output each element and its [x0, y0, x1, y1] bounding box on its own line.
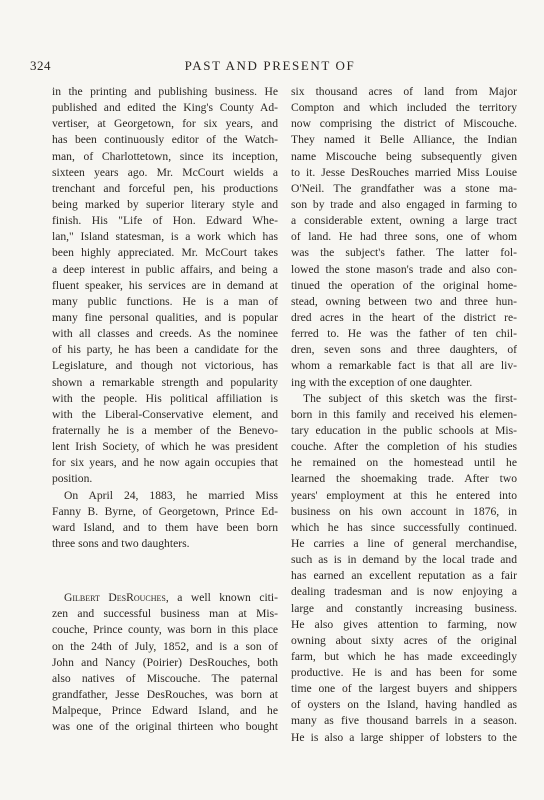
text-line: position. [52, 472, 93, 486]
text-line: man, of Charlottetown, since its inception, [52, 149, 278, 163]
text-line: ing with the exception of one daughter. [291, 375, 473, 389]
page-header [30, 58, 510, 78]
text-line: has earned an excellent reputation as a fair [291, 569, 517, 583]
text-line: Gilbert DesRouches, a well known citi- [64, 591, 278, 605]
text-line: time one of the largest buyers and shippers [291, 682, 517, 696]
paragraph-desrouches-business [291, 391, 517, 746]
running-head: PAST AND PRESENT OF [184, 58, 356, 73]
text-line: many fine personal qualities, and is popular [52, 310, 278, 324]
text-line: name Miscouche being subsequently given [291, 149, 517, 163]
text-line: stead, owning between two and three hun- [291, 294, 517, 308]
text-line: six thousand acres of land from Major [291, 85, 517, 98]
text-line: farm, but which he has made exceedingly [291, 649, 517, 663]
text-line: finish. His "Life of Hon. Edward Whe- [52, 214, 278, 228]
left-column [52, 84, 278, 735]
text-line: now comprising the district of Miscouche. [291, 117, 517, 131]
text-line: couche, Prince county, was born in this place [52, 623, 278, 637]
text-line: dealing tradesman and is now enjoying a [291, 585, 517, 599]
text-line: They named it Belle Alliance, the Indian [291, 133, 517, 147]
text-line: trenchant and forceful pen, his productions [52, 181, 278, 195]
text-line: O'Neil. The grandfather was a stone ma- [291, 181, 517, 195]
text-line: sixteen years ago. Mr. McCourt wields a [52, 165, 278, 179]
text-line: of oysters on the Island, having handled as [291, 698, 517, 712]
text-line: in the printing and publishing business. He [52, 85, 278, 98]
paragraph-mccourt-marriage [52, 488, 278, 553]
text-line: lowed the stone mason's trade and also con- [291, 262, 517, 276]
text-line: was the subject's father. The latter fol- [291, 246, 517, 260]
page-number: 324 [30, 58, 51, 73]
text-line: was one of the original thirteen who bought [52, 720, 278, 734]
text-line: Malpeque, Prince Edward Island, and he [52, 704, 278, 718]
text-line: three sons and two daughters. [52, 536, 190, 550]
text-line: tary education in the public schools at Mis- [291, 423, 517, 437]
text-line: ward Island, and to them have been born [52, 520, 278, 534]
text-line: of land. He had three sons, one of whom [291, 230, 517, 244]
text-line: published and edited the King's County Ad- [52, 101, 278, 115]
text-line: a considerable extent, owning a large tract [291, 214, 517, 228]
text-line: John and Nancy (Poirier) DesRouches, both [52, 655, 278, 669]
text-line: zen and successful business man at Mis- [52, 607, 278, 621]
text-line: Legislature, and though not victorious, has [52, 359, 278, 373]
text-line: to it. Jesse DesRouches married Miss Louise [291, 165, 517, 179]
text-line: ferred to. He was the father of ten chil- [291, 327, 517, 341]
text-line: of his party, he has been a candidate for the [52, 343, 278, 357]
text-line: he remained on the homestead until he [291, 456, 517, 470]
text-line: On April 24, 1883, he married Miss [64, 488, 278, 502]
text-line: business on his own account in 1876, in [291, 504, 517, 518]
text-line: years' employment at this he entered into [291, 488, 517, 502]
text-line: fluent speaker, his services are in demand at [52, 278, 278, 292]
right-column [291, 84, 517, 746]
text-line: with the people. His political affiliation is [52, 391, 278, 405]
text-line: Fanny B. Byrne, of Georgetown, Prince Ed- [52, 504, 278, 518]
text-line: large and constantly increasing business. [291, 601, 517, 615]
text-line: vertiser, at Georgetown, for six years, and [52, 117, 278, 131]
paragraph-mccourt-career [52, 84, 278, 488]
text-line: born in this family and received his elemen- [291, 407, 517, 421]
subject-name: Gilbert DesRouches, [64, 591, 169, 605]
paragraph-desrouches-family [291, 84, 517, 391]
text-line: He is also a large shipper of lobsters to the [291, 730, 517, 744]
text-line: many public functions. He is a man of [52, 294, 278, 308]
text-line: for six years, and he now again occupies that [52, 456, 278, 470]
text-line: owning about sixty acres of the original [291, 633, 517, 647]
text-line: couche. After the completion of his studies [291, 440, 517, 454]
text-line: tinued the operation of the original home- [291, 278, 517, 292]
text-line: He also gives attention to farming, now [291, 617, 517, 631]
text-line: such as is in demand by the local trade and [291, 553, 517, 567]
section-divider-space [52, 552, 278, 590]
text-line: shown a remarkable strength and popularity [52, 375, 278, 389]
text-line: He carries a line of general merchandise, [291, 536, 517, 550]
text-line: lent Irish Society, of which he was president [52, 440, 278, 454]
text-line: also natives of Miscouche. The paternal [52, 671, 278, 685]
text-line: learned the shoemaking trade. After two [291, 472, 517, 486]
text-line: a deep interest in public affairs, and being a [52, 262, 278, 276]
paragraph-desrouches-intro [52, 590, 278, 735]
text-line: grandfather, Jesse DesRouches, was born at [52, 687, 278, 701]
text-line: with all classes and creeds. As the nominee [52, 327, 278, 341]
text-line: on the 24th of July, 1852, and is a son of [52, 639, 278, 653]
text-line: with the Liberal-Conservative element, and [52, 407, 278, 421]
text-line: Compton and which included the territory [291, 101, 517, 115]
text-line: has been continuously editor of the Watch- [52, 133, 278, 147]
text-line: The subject of this sketch was the first- [303, 391, 517, 405]
text-line: productive. He is and has been for some [291, 666, 517, 680]
text-line: which he has since successfully continued. [291, 520, 517, 534]
text-line: son by trade and also engaged in farming to [291, 197, 517, 211]
text-line: been highly appreciated. Mr. McCourt takes [52, 246, 278, 260]
text-line: fraternally he is a member of the Benevo- [52, 423, 278, 437]
text-line: many as five thousand barrels in a season. [291, 714, 517, 728]
text-line: dren, seven sons and three daughters, of [291, 343, 517, 357]
text-line: being marked by superior literary style and [52, 197, 278, 211]
text-line: whom a remarkable fact is that all are liv- [291, 359, 517, 373]
text-line: lan," Island statesman, is a work which has [52, 230, 278, 244]
text-line: dred acres in the heart of the district re- [291, 310, 517, 324]
